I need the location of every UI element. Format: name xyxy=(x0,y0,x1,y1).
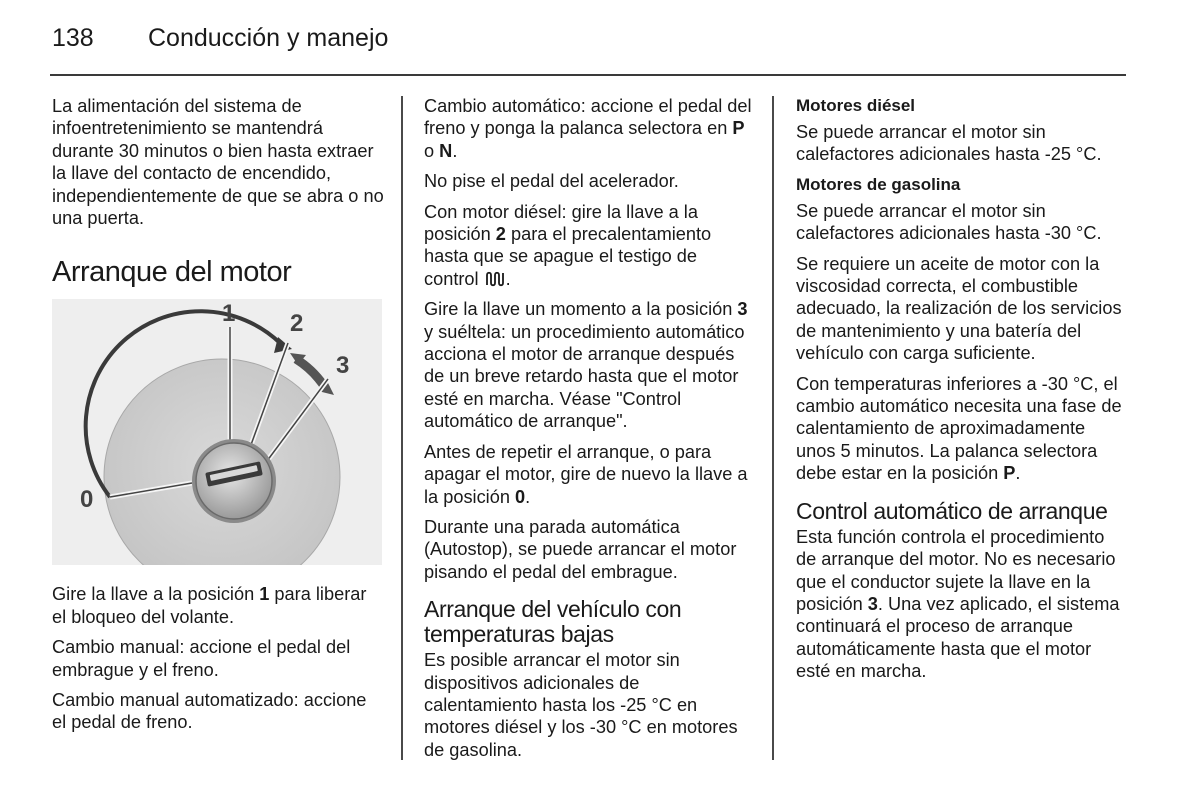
paragraph: Se puede arrancar el motor sin calefactores adicionales hasta -30 °C. xyxy=(796,200,1102,244)
paragraph: Cambio manual automatizado: accione el pedal de freno. xyxy=(52,690,367,733)
paragraph: Se requiere un aceite de motor con la viscosidad correcta, el combustible adecuado, la realización de los servicios de mantenimiento y una batería del vehículo con carga suficiente. xyxy=(796,253,1122,364)
paragraph: No pise el pedal del acelerador. xyxy=(424,171,679,192)
column-divider-1 xyxy=(401,96,403,760)
paragraph: Se puede arrancar el motor sin calefactores adicionales hasta -25 °C. xyxy=(796,122,1102,165)
subsection-heading: Arranque del vehículo con temperaturas bajas xyxy=(424,596,682,648)
gasoline-heading: Motores de gasolina xyxy=(796,174,961,194)
section-heading: Arranque del motor xyxy=(52,256,292,289)
position-label-1: 1 xyxy=(222,300,236,328)
column-3 xyxy=(796,95,1128,691)
paragraph: Cambio manual: accione el pedal del embrague y el freno. xyxy=(52,637,351,680)
paragraph: La alimentación del sistema de infoentretenimiento se mantendrá durante 30 minutos o bien hasta extraer la llave del contacto de encendido, independientemente de que se abra o no una puerta. xyxy=(52,96,384,229)
diesel-heading: Motores diésel xyxy=(796,96,916,115)
paragraph: Con motor diésel: gire la llave a la posición 2 para el precalentamiento hasta que se apague el testigo de control . xyxy=(424,201,712,289)
paragraph: Con temperaturas inferiores a -30 °C, el cambio automático necesita una fase de calentamiento de aproximadamente unos 5 minutos. La palanca selectora debe estar en la posición P. xyxy=(796,373,1122,484)
ignition-figure xyxy=(52,299,382,565)
glow-plug-warning-icon xyxy=(484,270,506,286)
column-2 xyxy=(424,95,756,769)
paragraph: Durante una parada automática (Autostop), se puede arrancar el motor pisando el pedal del embrague. xyxy=(424,516,737,582)
page-header xyxy=(52,24,388,53)
paragraph: Antes de repetir el arranque, o para apagar el motor, gire de nuevo la llave a la posición 0. xyxy=(424,441,748,507)
subsection-heading: Control automático de arranque xyxy=(796,497,1108,524)
position-label-2: 2 xyxy=(290,310,304,338)
section-title: Conducción y manejo xyxy=(148,24,389,52)
page-number: 138 xyxy=(52,24,94,52)
paragraph: Cambio automático: accione el pedal del freno y ponga la palanca selectora en P o N. xyxy=(424,96,752,161)
column-divider-2 xyxy=(772,96,774,760)
position-label-0: 0 xyxy=(80,486,94,514)
position-label-3: 3 xyxy=(336,352,350,380)
header-rule xyxy=(50,74,1126,76)
paragraph: Gire la llave un momento a la posición 3 y suéltela: un procedimiento automático acciona el motor de arranque después de un breve retardo hasta que el motor esté en marcha. Véase "Control automático de arranque". xyxy=(424,299,748,432)
paragraph: Gire la llave a la posición 1 para liberar el bloqueo del volante. xyxy=(52,584,367,627)
paragraph: Esta función controla el procedimiento de arranque del motor. No es necesario que el conductor sujete la llave en la posición 3. Una vez aplicado, el sistema continuará el proceso de arranque automáticamente hasta que el motor esté en marcha. xyxy=(796,526,1120,682)
paragraph: Es posible arrancar el motor sin dispositivos adicionales de calentamiento hasta los -25 °C en motores diésel y los -30 °C en motores de gasolina. xyxy=(424,650,738,760)
ignition-switch-illustration xyxy=(52,299,382,565)
column-1 xyxy=(52,95,384,742)
